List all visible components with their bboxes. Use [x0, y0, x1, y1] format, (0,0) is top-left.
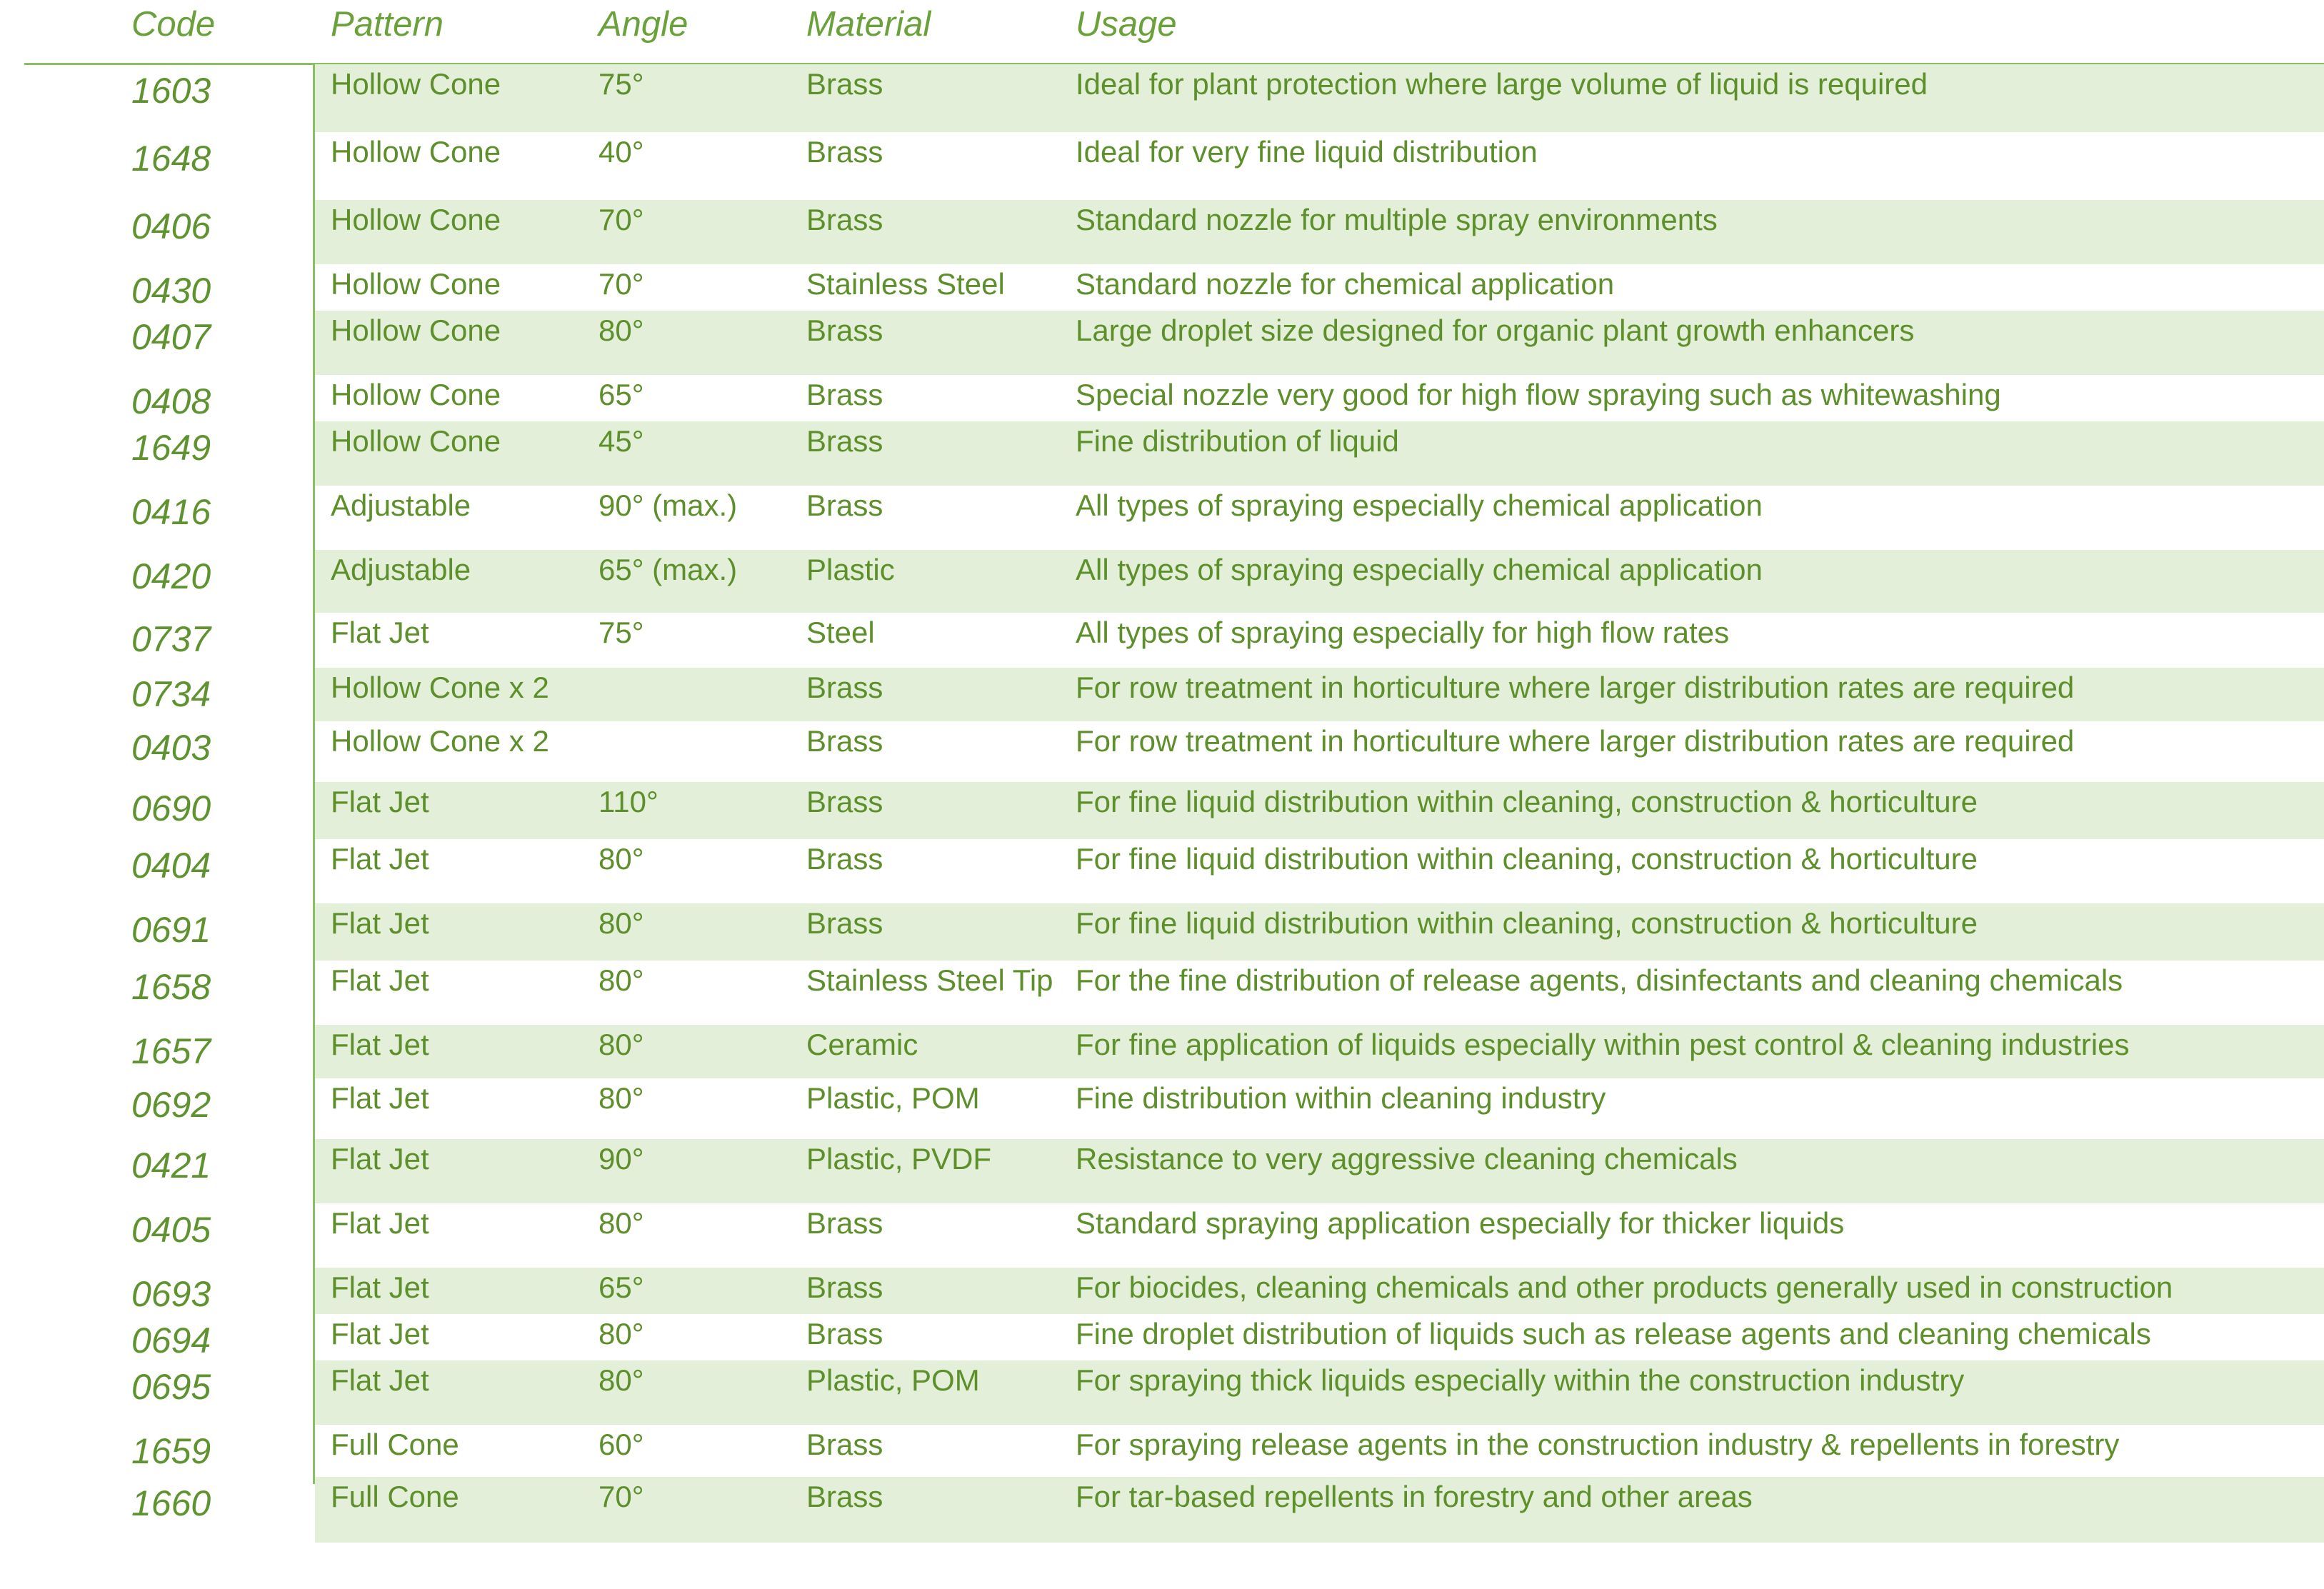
cell-code: 1659	[131, 1431, 211, 1471]
table-row	[0, 721, 2324, 782]
cell-pattern: Hollow Cone x 2	[331, 724, 549, 758]
table-row	[0, 903, 2324, 961]
cell-material: Brass	[806, 378, 883, 411]
cell-angle: 80°	[598, 314, 644, 347]
cell-material: Brass	[806, 135, 883, 169]
table-row	[0, 839, 2324, 903]
cell-material: Brass	[806, 1480, 883, 1513]
cell-usage: For spraying thick liquids especially within the construction industry	[1076, 1363, 1965, 1397]
cell-material: Brass	[806, 1428, 883, 1461]
table-row	[0, 200, 2324, 264]
cell-pattern: Flat Jet	[331, 1270, 429, 1304]
cell-pattern: Hollow Cone x 2	[331, 671, 549, 704]
cell-code: 0690	[131, 788, 211, 828]
cell-material: Plastic, POM	[806, 1081, 980, 1115]
cell-code: 0403	[131, 728, 211, 768]
cell-usage: Special nozzle very good for high flow spraying such as whitewashing	[1076, 378, 2001, 411]
cell-angle: 80°	[598, 1206, 644, 1240]
cell-material: Stainless Steel	[806, 267, 1005, 301]
cell-usage: Standard nozzle for multiple spray environments	[1076, 203, 1718, 236]
cell-usage: For spraying release agents in the construction industry & repellents in forestry	[1076, 1428, 2120, 1461]
table-header	[0, 0, 2324, 64]
cell-angle: 80°	[598, 963, 644, 997]
cell-pattern: Full Cone	[331, 1428, 459, 1461]
cell-angle: 70°	[598, 267, 644, 301]
cell-code: 0694	[131, 1320, 211, 1360]
cell-material: Steel	[806, 616, 875, 649]
cell-angle: 80°	[598, 1317, 644, 1350]
cell-code: 0734	[131, 674, 211, 714]
cell-material: Plastic, PVDF	[806, 1142, 992, 1176]
cell-pattern: Flat Jet	[331, 1363, 429, 1397]
table-row	[0, 1425, 2324, 1477]
cell-usage: Fine distribution of liquid	[1076, 424, 1399, 458]
cell-usage: Large droplet size designed for organic plant growth enhancers	[1076, 314, 1915, 347]
cell-material: Brass	[806, 67, 883, 101]
table-row	[0, 550, 2324, 613]
cell-material: Brass	[806, 203, 883, 236]
cell-pattern: Adjustable	[331, 488, 471, 522]
cell-material: Brass	[806, 842, 883, 876]
cell-code: 0407	[131, 317, 211, 357]
cell-code: 1603	[131, 71, 211, 111]
cell-angle: 70°	[598, 203, 644, 236]
cell-material: Brass	[806, 1317, 883, 1350]
cell-pattern: Full Cone	[331, 1480, 459, 1513]
cell-material: Brass	[806, 488, 883, 522]
header-pattern: Pattern	[331, 5, 444, 44]
cell-angle: 75°	[598, 67, 644, 101]
cell-angle: 40°	[598, 135, 644, 169]
table-row	[0, 1025, 2324, 1078]
header-angle: Angle	[598, 5, 688, 44]
cell-pattern: Adjustable	[331, 553, 471, 586]
cell-angle: 65°	[598, 1270, 644, 1304]
header-usage: Usage	[1076, 5, 1177, 44]
cell-code: 0420	[131, 556, 211, 596]
cell-code: 1648	[131, 139, 211, 179]
cell-code: 0405	[131, 1210, 211, 1250]
table-row	[0, 64, 2324, 132]
cell-usage: Resistance to very aggressive cleaning chemicals	[1076, 1142, 1738, 1176]
cell-code: 0693	[131, 1274, 211, 1314]
cell-pattern: Hollow Cone	[331, 314, 501, 347]
cell-usage: For biocides, cleaning chemicals and other products generally used in construction	[1076, 1270, 2173, 1304]
table-row	[0, 132, 2324, 200]
cell-material: Plastic, POM	[806, 1363, 980, 1397]
cell-material: Brass	[806, 1206, 883, 1240]
cell-code: 0416	[131, 492, 211, 532]
cell-pattern: Flat Jet	[331, 842, 429, 876]
cell-angle: 45°	[598, 424, 644, 458]
cell-angle: 65° (max.)	[598, 553, 738, 586]
table-row	[0, 375, 2324, 421]
cell-material: Brass	[806, 671, 883, 704]
cell-angle: 80°	[598, 842, 644, 876]
table-row	[0, 1360, 2324, 1425]
cell-angle: 65°	[598, 378, 644, 411]
cell-usage: For row treatment in horticulture where larger distribution rates are required	[1076, 724, 2075, 758]
cell-pattern: Flat Jet	[331, 1317, 429, 1350]
cell-usage: Ideal for plant protection where large volume of liquid is required	[1076, 67, 1928, 101]
cell-usage: For the fine distribution of release agents, disinfectants and cleaning chemicals	[1076, 963, 2123, 997]
cell-pattern: Flat Jet	[331, 1028, 429, 1061]
cell-code: 1649	[131, 428, 211, 468]
table-row	[0, 421, 2324, 486]
cell-angle: 90°	[598, 1142, 644, 1176]
cell-material: Brass	[806, 314, 883, 347]
table-row	[0, 613, 2324, 668]
table-row	[0, 782, 2324, 839]
table-row	[0, 1477, 2324, 1543]
cell-pattern: Flat Jet	[331, 1081, 429, 1115]
cell-code: 0408	[131, 381, 211, 421]
cell-usage: All types of spraying especially chemical application	[1076, 553, 1763, 586]
cell-code: 1658	[131, 967, 211, 1007]
table-row	[0, 1078, 2324, 1139]
table-row	[0, 486, 2324, 550]
cell-angle: 80°	[598, 1028, 644, 1061]
cell-usage: All types of spraying especially chemical application	[1076, 488, 1763, 522]
cell-pattern: Flat Jet	[331, 906, 429, 940]
table-row	[0, 264, 2324, 311]
cell-code: 1660	[131, 1483, 211, 1523]
cell-usage: For fine liquid distribution within cleaning, construction & horticulture	[1076, 842, 1978, 876]
cell-usage: Ideal for very fine liquid distribution	[1076, 135, 1538, 169]
header-code: Code	[131, 5, 216, 44]
cell-angle: 60°	[598, 1428, 644, 1461]
cell-code: 0737	[131, 619, 211, 659]
table-row	[0, 311, 2324, 375]
cell-angle: 75°	[598, 616, 644, 649]
cell-code: 0421	[131, 1146, 211, 1186]
cell-material: Ceramic	[806, 1028, 918, 1061]
cell-material: Brass	[806, 785, 883, 818]
cell-pattern: Hollow Cone	[331, 378, 501, 411]
cell-angle: 70°	[598, 1480, 644, 1513]
cell-angle: 80°	[598, 906, 644, 940]
cell-pattern: Hollow Cone	[331, 424, 501, 458]
cell-usage: All types of spraying especially for high flow rates	[1076, 616, 1730, 649]
cell-angle: 80°	[598, 1081, 644, 1115]
cell-usage: For tar-based repellents in forestry and other areas	[1076, 1480, 1753, 1513]
header-material: Material	[806, 5, 931, 44]
cell-pattern: Flat Jet	[331, 1142, 429, 1176]
cell-angle: 90° (max.)	[598, 488, 738, 522]
cell-usage: Standard spraying application especially for thicker liquids	[1076, 1206, 1845, 1240]
cell-pattern: Flat Jet	[331, 963, 429, 997]
cell-pattern: Hollow Cone	[331, 135, 501, 169]
cell-pattern: Hollow Cone	[331, 267, 501, 301]
cell-usage: For fine liquid distribution within cleaning, construction & horticulture	[1076, 906, 1978, 940]
cell-pattern: Flat Jet	[331, 785, 429, 818]
table-row	[0, 1139, 2324, 1203]
cell-code: 0695	[131, 1367, 211, 1407]
cell-usage: For fine liquid distribution within cleaning, construction & horticulture	[1076, 785, 1978, 818]
cell-pattern: Hollow Cone	[331, 203, 501, 236]
cell-code: 0430	[131, 271, 211, 311]
cell-pattern: Hollow Cone	[331, 67, 501, 101]
table-row	[0, 668, 2324, 721]
cell-code: 0691	[131, 910, 211, 950]
cell-material: Brass	[806, 1270, 883, 1304]
cell-angle: 80°	[598, 1363, 644, 1397]
cell-material: Brass	[806, 424, 883, 458]
cell-material: Stainless Steel Tip	[806, 963, 1053, 997]
table-row	[0, 1314, 2324, 1360]
cell-usage: For row treatment in horticulture where larger distribution rates are required	[1076, 671, 2075, 704]
table-row	[0, 1203, 2324, 1268]
cell-usage: For fine application of liquids especially within pest control & cleaning industries	[1076, 1028, 2130, 1061]
cell-material: Plastic	[806, 553, 895, 586]
cell-angle: 110°	[598, 785, 658, 818]
cell-pattern: Flat Jet	[331, 616, 429, 649]
cell-code: 0404	[131, 846, 211, 886]
cell-code: 0406	[131, 206, 211, 246]
cell-material: Brass	[806, 724, 883, 758]
table-row	[0, 1268, 2324, 1314]
cell-usage: Fine droplet distribution of liquids such as release agents and cleaning chemicals	[1076, 1317, 2151, 1350]
cell-material: Brass	[806, 906, 883, 940]
cell-code: 1657	[131, 1031, 211, 1071]
table-row	[0, 961, 2324, 1025]
cell-pattern: Flat Jet	[331, 1206, 429, 1240]
cell-code: 0692	[131, 1085, 211, 1125]
cell-usage: Fine distribution within cleaning industry	[1076, 1081, 1606, 1115]
cell-usage: Standard nozzle for chemical application	[1076, 267, 1615, 301]
